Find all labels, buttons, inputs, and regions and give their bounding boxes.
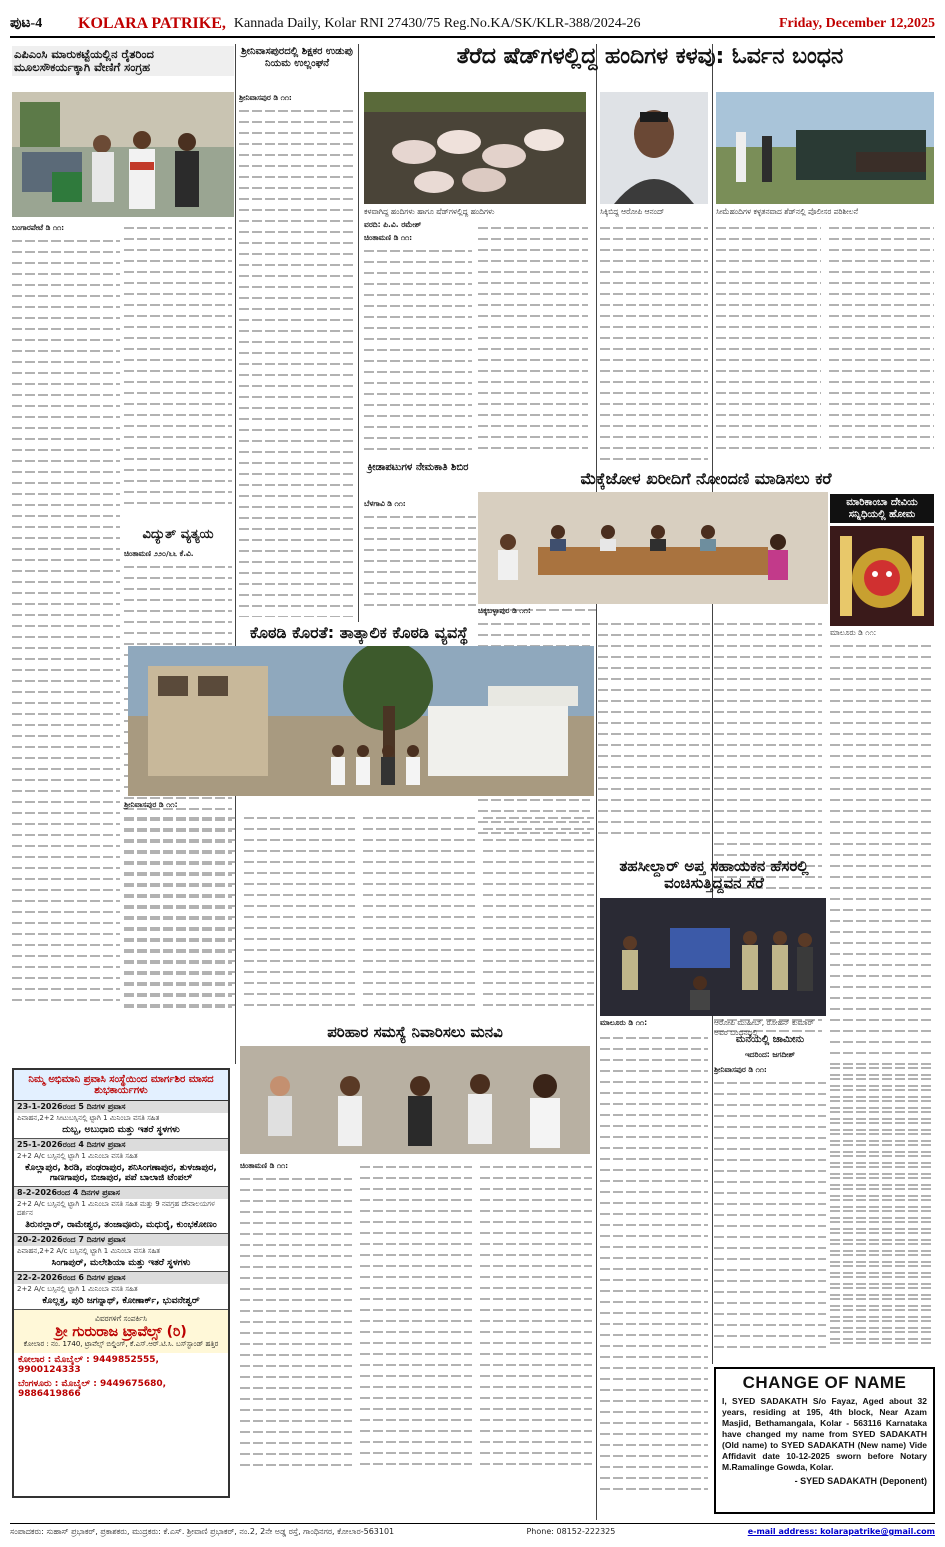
maize-meeting-photo [478, 492, 828, 604]
obit-byline: ಇದರಿಂದ: ಜಗದೀಶ್ [744, 1050, 796, 1059]
article-text [714, 1077, 826, 1352]
ad-address: ಕೋಲಾರ : ನಂ. 1740, ಟ್ರಾವೆಲ್ಸ್ ಬಿಲ್ಡಿಂಗ್, ಕೆ.ಎಸ್.ಆರ್.ಟಿ.ಸಿ. ಬಸ್‌ಸ್ಟಾಂಡ್ ಹತ್ತಿರ [23, 1340, 219, 1348]
pigs-photo [364, 92, 586, 204]
electricity-headline[interactable]: ವಿದ್ಯುತ್ ವ್ಯತ್ಯಯ [142, 527, 214, 542]
rooms-body [124, 812, 594, 1022]
solution-headline[interactable]: ಪರಿಹಾರ ಸಮಸ್ಯೆ ನಿವಾರಿಸಲು ಮನವಿ [327, 1023, 503, 1041]
ad-trip-desc: 2+2 A/c ಬಸ್ಸಿನಲ್ಲಿ ಟ್ಟಾಗಿ 1 ಮಿನಿಂಬಾ ವಸತಿ ಸಹಿತ [17, 1285, 138, 1293]
arrest-body [600, 1032, 708, 1512]
pigs-body-col3 [600, 222, 708, 467]
masthead [10, 12, 935, 38]
arrest-caption-1: ಮಾಲೂರು ಡಿ ೧೧: [600, 1018, 648, 1027]
notice-body: I, SYED SADAKATH S/o Fayaz, Aged about 32 years, residing at 195, 4th block, Near Azam Masjid, Bethamangala, Kolar - 563116 Karnataka have changed my name from SYED SADAKATH (Old name) to SYED SADAKATH (New name) Vide Affidavit date 10-12-2025 sworn before Notary M.Ramalinge Gowda, Kolar. [722, 1396, 927, 1472]
ad-trip-desc: 2+2 A/c ಬಸ್ಸಿನಲ್ಲಿ ಟ್ಟಾಗಿ 1 ಮಿನಿಂಬಾ ವಸತಿ ಸಹಿತ [17, 1152, 138, 1160]
newspaper-title[interactable]: KOLARA PATRIKE, [78, 15, 226, 32]
pigs-caption-2: ವರದಿ: ಪಿ.ವಿ. ರಮೇಶ್ [364, 220, 422, 229]
ad-trip-date: 8-2-2026ರಂದ 4 ದಿನಗಳ ಪ್ರವಾಸ [14, 1187, 228, 1199]
apmc-dateline: ಬಂಗಾರಪೇಟೆ ಡಿ ೧೧: [12, 223, 65, 232]
ad-trip [14, 1139, 228, 1187]
arrest-caption-2: ಆರೋಪಿ ಮುಹೀಬ್, ರೋಹನ್ ಕುಮಾರ್ ಅವರ ಬಂಧನದಲ್ಲಿ [714, 1018, 814, 1037]
maize-headline[interactable]: ಮೆಕ್ಕೆಜೋಳ ಖರೀದಿಗೆ ನೋಂದಣಿ ಮಾಡಿಸಲು ಕರೆ [580, 469, 832, 488]
shed-photo [716, 92, 934, 204]
article-text [124, 222, 232, 508]
article-text [600, 1032, 708, 1494]
imprint-phone: Phone: 08152-222325 [526, 1527, 616, 1536]
notice-signature: - SYED SADAKATH (Deponent) [794, 1476, 927, 1486]
pigs-headline[interactable]: ತೆರೆದ ಷೆಡ್‌ಗಳಲ್ಲಿದ್ದ ಹಂದಿಗಳ ಕಳವು: ಓರ್ವನ ಬಂಧನ [456, 44, 844, 69]
ad-trip-desc: ಪಿವಾಹನ,2+2 A/c ಬಸ್ಸಿನಲ್ಲಿ ಟ್ಟಾಗಿ 1 ಮಿನಿಂಬಾ ವಸತಿ ಸಹಿತ [17, 1247, 161, 1255]
article-text [364, 245, 472, 454]
travel-advertisement[interactable] [12, 1068, 230, 1498]
apmc-photo [12, 92, 234, 217]
pigs-dateline: ಚಿಂತಾಮಣಿ ಡಿ ೧೧: [364, 233, 413, 242]
change-of-name-notice [714, 1367, 935, 1514]
pigs-caption-3: ಸಿಕ್ಕಿಬಿದ್ದ ಆರೋಪಿ ಆನಂದ್ [600, 207, 665, 216]
rooms-caption: ಶ್ರೀನಿವಾಸಪುರ ಡಿ ೧೧: [124, 800, 178, 809]
solution-photo [240, 1046, 590, 1154]
pigs-body-col2 [478, 222, 588, 457]
column-rule [712, 44, 713, 1364]
ad-trip-places: ಕೊಲ್ಲಾಪುರ, ಶಿರಡಿ, ಪಂಢರಾಪುರ, ಶನಿಸಿಂಗಣಾಪುರ, ತುಳಜಾಪುರ, ಗಾಣಗಾಪುರ, ಬಿಜಾಪುರ, ಪಪೆ ಬಾಲಾಜಿ ಟೆಂಪಲ್ [25, 1163, 217, 1183]
ad-agency-name: ಶ್ರೀ ಗುರುರಾಜ ಟ್ರಾವೆಲ್ಸ್ (ರಿ) [55, 1324, 187, 1340]
ad-agency-box [14, 1310, 228, 1353]
teachers-dateline: ಶ್ರೀನಿವಾಸಪುರ ಡಿ ೧೧: [239, 93, 292, 102]
obit-body [714, 1064, 826, 1362]
ad-trip-date: 23-1-2026ರಂದ 5 ದಿನಗಳ ಪ್ರವಾಸ [14, 1101, 228, 1113]
ad-title: ನಿಮ್ಮ ಅಭಿಮಾನಿ ಪ್ರವಾಸಿ ಸಂಸ್ಥೆಯಿಂದ ಮಾರ್ಗಶಿರ ಮಾಸದ ಶುಭಕಾರ್ಯಗಳು [14, 1070, 228, 1101]
temple-photo [830, 526, 934, 626]
maize-caption: ಚಿಕ್ಕಬಳ್ಳಾಪುರ ಡಿ ೧೧: [478, 606, 531, 615]
notice-title: CHANGE OF NAME [742, 1373, 907, 1392]
imprint-email[interactable]: e-mail address: kolarapatrike@gmail.com [747, 1527, 935, 1536]
pigs-caption-1: ಕಳವಾಗಿದ್ದ ಹಂದಿಗಳು ಹಾಗೂ ಷೆಡ್‌ಗಳಲ್ಲಿದ್ದ ಹಂದಿಗಳು [364, 207, 495, 216]
article-text [239, 105, 355, 617]
temple-caption: ಮಾಲೂರು ಡಿ ೧೧: [830, 628, 877, 637]
issue-date: Friday, December 12,2025 [778, 16, 935, 31]
sports-dateline: ಬೆಳಗಾವಿ ಡಿ ೧೧: [364, 499, 406, 508]
pigs-body-col1 [364, 232, 472, 457]
newspaper-meta: Kannada Daily, Kolar RNI 27430/75 Reg.No.KA/SK/KLR-388/2024-26 [233, 16, 641, 31]
teachers-body [239, 92, 355, 617]
rooms-headline[interactable]: ಕೊಠಡಿ ಕೊರತೆ: ತಾತ್ಕಾಲಿಕ ಕೊಠಡಿ ವ್ಯವಸ್ಥೆ [249, 623, 469, 642]
solution-body [240, 1160, 592, 1515]
sports-headline[interactable]: ಕ್ರೀಡಾಪಟುಗಳ ನೇಮಕಾತಿ ಶಿಬಿರ [367, 462, 469, 473]
imprint-footer [10, 1523, 935, 1537]
column-rule [358, 44, 359, 622]
teachers-headline[interactable]: ಶ್ರೀನಿವಾಸಪುರದಲ್ಲಿ ಶಿಕ್ಷಕರ ಉಡುಪು ನಿಯಮ ಉಲ್ಲಂಘನೆ [241, 46, 353, 69]
apmc-headline[interactable]: ಎಪಿಎಂಸಿ ಮಾರುಕಟ್ಟೆಯಲ್ಲಿನ ರೈತರಿಂದ ಮೂಲಸೌಕರ್ಯಕ್ಕಾಗಿ ವೇಣಿಗೆ ಸಂಗ್ರಹ [12, 46, 234, 76]
obit-dateline: ಶ್ರೀನಿವಾಸಪುರ ಡಿ ೧೧: [714, 1065, 767, 1074]
ad-trip [14, 1272, 228, 1310]
ad-trip-date: 25-1-2026ರಂದ 4 ದಿನಗಳ ಪ್ರವಾಸ [14, 1139, 228, 1151]
ad-trip-places: ತಿರುನಲ್ಲಾರ್, ರಾಮೇಶ್ವರ, ತಂಜಾವೂರು, ಮಧುರೈ, ಕುಂಭಕೋಣಂ [25, 1220, 217, 1230]
ad-phone-bangalore[interactable]: ಬೆಂಗಳೂರು : ಮೊಬೈಲ್ : 9449675680, 9886419866 [18, 1379, 167, 1399]
temple-body-continued [830, 1062, 934, 1362]
article-text [600, 222, 708, 464]
ad-trip [14, 1187, 228, 1234]
ad-trip-date: 20-2-2026ರಂದ 7 ದಿನಗಳ ಪ್ರವಾಸ [14, 1234, 228, 1246]
pigs-caption-4: ಸೀಮೆಹಂದಿಗಳ ಕಳ್ಳತನವಾದ ಶೆಡ್‌ನಲ್ಲಿ ಪೊಲೀಸರ ಪರಿಶೀಲನೆ [716, 207, 859, 216]
article-text [12, 235, 120, 1005]
ad-trip-places: ದುಬ್ಬ, ಅಬುಧಾಬಿ ಮತ್ತು ಇತರೆ ಸ್ಥಳಗಳು [62, 1125, 180, 1135]
ad-trip-desc: 2+2 A/c ಬಸ್ಸಿನಲ್ಲಿ ಟ್ಟಾಗಿ 1 ಮಿನಿಂಬಾ ವಸತಿ ಸಹಿತ ಮತ್ತು 9 ನವಗ್ರಹ ದೇವಾಲಯಗಳ ದರ್ಶನ [17, 1200, 215, 1217]
ad-trip [14, 1234, 228, 1272]
rooms-photo [128, 646, 594, 796]
arrest-headline[interactable]: ತಹಸೀಲ್ದಾರ್ ಅಪ್ತ ಸಹಾಯಕನ ಹೆಸರಲ್ಲಿ ವಂಚಿಸುತ್ತಿದ್ದವನ ಸೆರೆ [619, 857, 809, 893]
imprint-text: ಸಂಪಾದಕರು: ಸುಹಾಸ್ ಪ್ರಭಾಕರ್, ಪ್ರಕಾಶಕರು, ಮುದ್ರಕರು: ಕೆ.ಎಸ್. ಶ್ರೀವಾಣಿ ಪ್ರಭಾಕರ್, ನಂ.2, 2ನೇ ಅಡ್ಡ ರಸ್ತೆ, ಗಾಂಧಿನಗರ, ಕೋಲಾರ-563101 [10, 1527, 395, 1536]
article-text [124, 812, 594, 1010]
ad-contact-label: ವಿವರಗಳಿಗೆ ಸಂಪರ್ಕಿಸಿ [95, 1314, 147, 1323]
obit-headline[interactable]: ಮನೆಯಲ್ಲಿ ಜಾಮೀನು [735, 1034, 805, 1045]
article-text [240, 1160, 592, 1469]
ad-phone-kolar[interactable]: ಕೋಲಾರ : ಮೊಬೈಲ್ : 9449852555, 9900124333 [18, 1355, 159, 1375]
ad-trip-date: 22-2-2026ರಂದ 6 ದಿನಗಳ ಪ್ರವಾಸ [14, 1272, 228, 1284]
page-number: ಪುಟ-4 [10, 16, 43, 31]
temple-headline[interactable]: ಮಾರಿಕಾಂಬಾ ದೇವಿಯ ಸನ್ನಿಧಿಯಲ್ಲಿ ಹೋಮ [830, 494, 934, 523]
ad-trip-places: ಸಿಂಗಾಪುರ್, ಮಲೇಶಿಯಾ ಮತ್ತು ಇತರೆ ಸ್ಥಳಗಳು [51, 1258, 191, 1268]
solution-dateline: ಚಿಂತಾಮಣಿ ಡಿ ೧೧: [240, 1161, 289, 1170]
article-text [478, 222, 588, 453]
arrest-photo [600, 898, 826, 1016]
electricity-dateline: ಚಿಂತಾಮಣಿ ೨೨೦/೬೬ ಕೆ.ವಿ. [124, 549, 194, 558]
pigs-body-col4 [716, 222, 934, 467]
article-text [716, 222, 934, 453]
ad-trip-desc: ಪಿವಾಹನ,2+2 ಸೀಟುಬಸ್ಸಿನಲ್ಲಿ ಟ್ಟಾಗಿ 1 ಮಿನಿಂಬಾ ವಸತಿ ಸಹಿತ [17, 1114, 160, 1122]
apmc-body-col1 [12, 222, 120, 1017]
ad-trip-places: ಕೊಲ್ಲತ್ತ, ಪುರಿ ಜಗನ್ನಾಥ್, ಕೋಣಾರ್ಕ್, ಭುವನೇಶ್ವರ್ [42, 1296, 200, 1306]
apmc-body-col2 [124, 222, 232, 522]
ad-trip [14, 1101, 228, 1139]
accused-photo [600, 92, 708, 204]
article-text [830, 1062, 934, 1348]
